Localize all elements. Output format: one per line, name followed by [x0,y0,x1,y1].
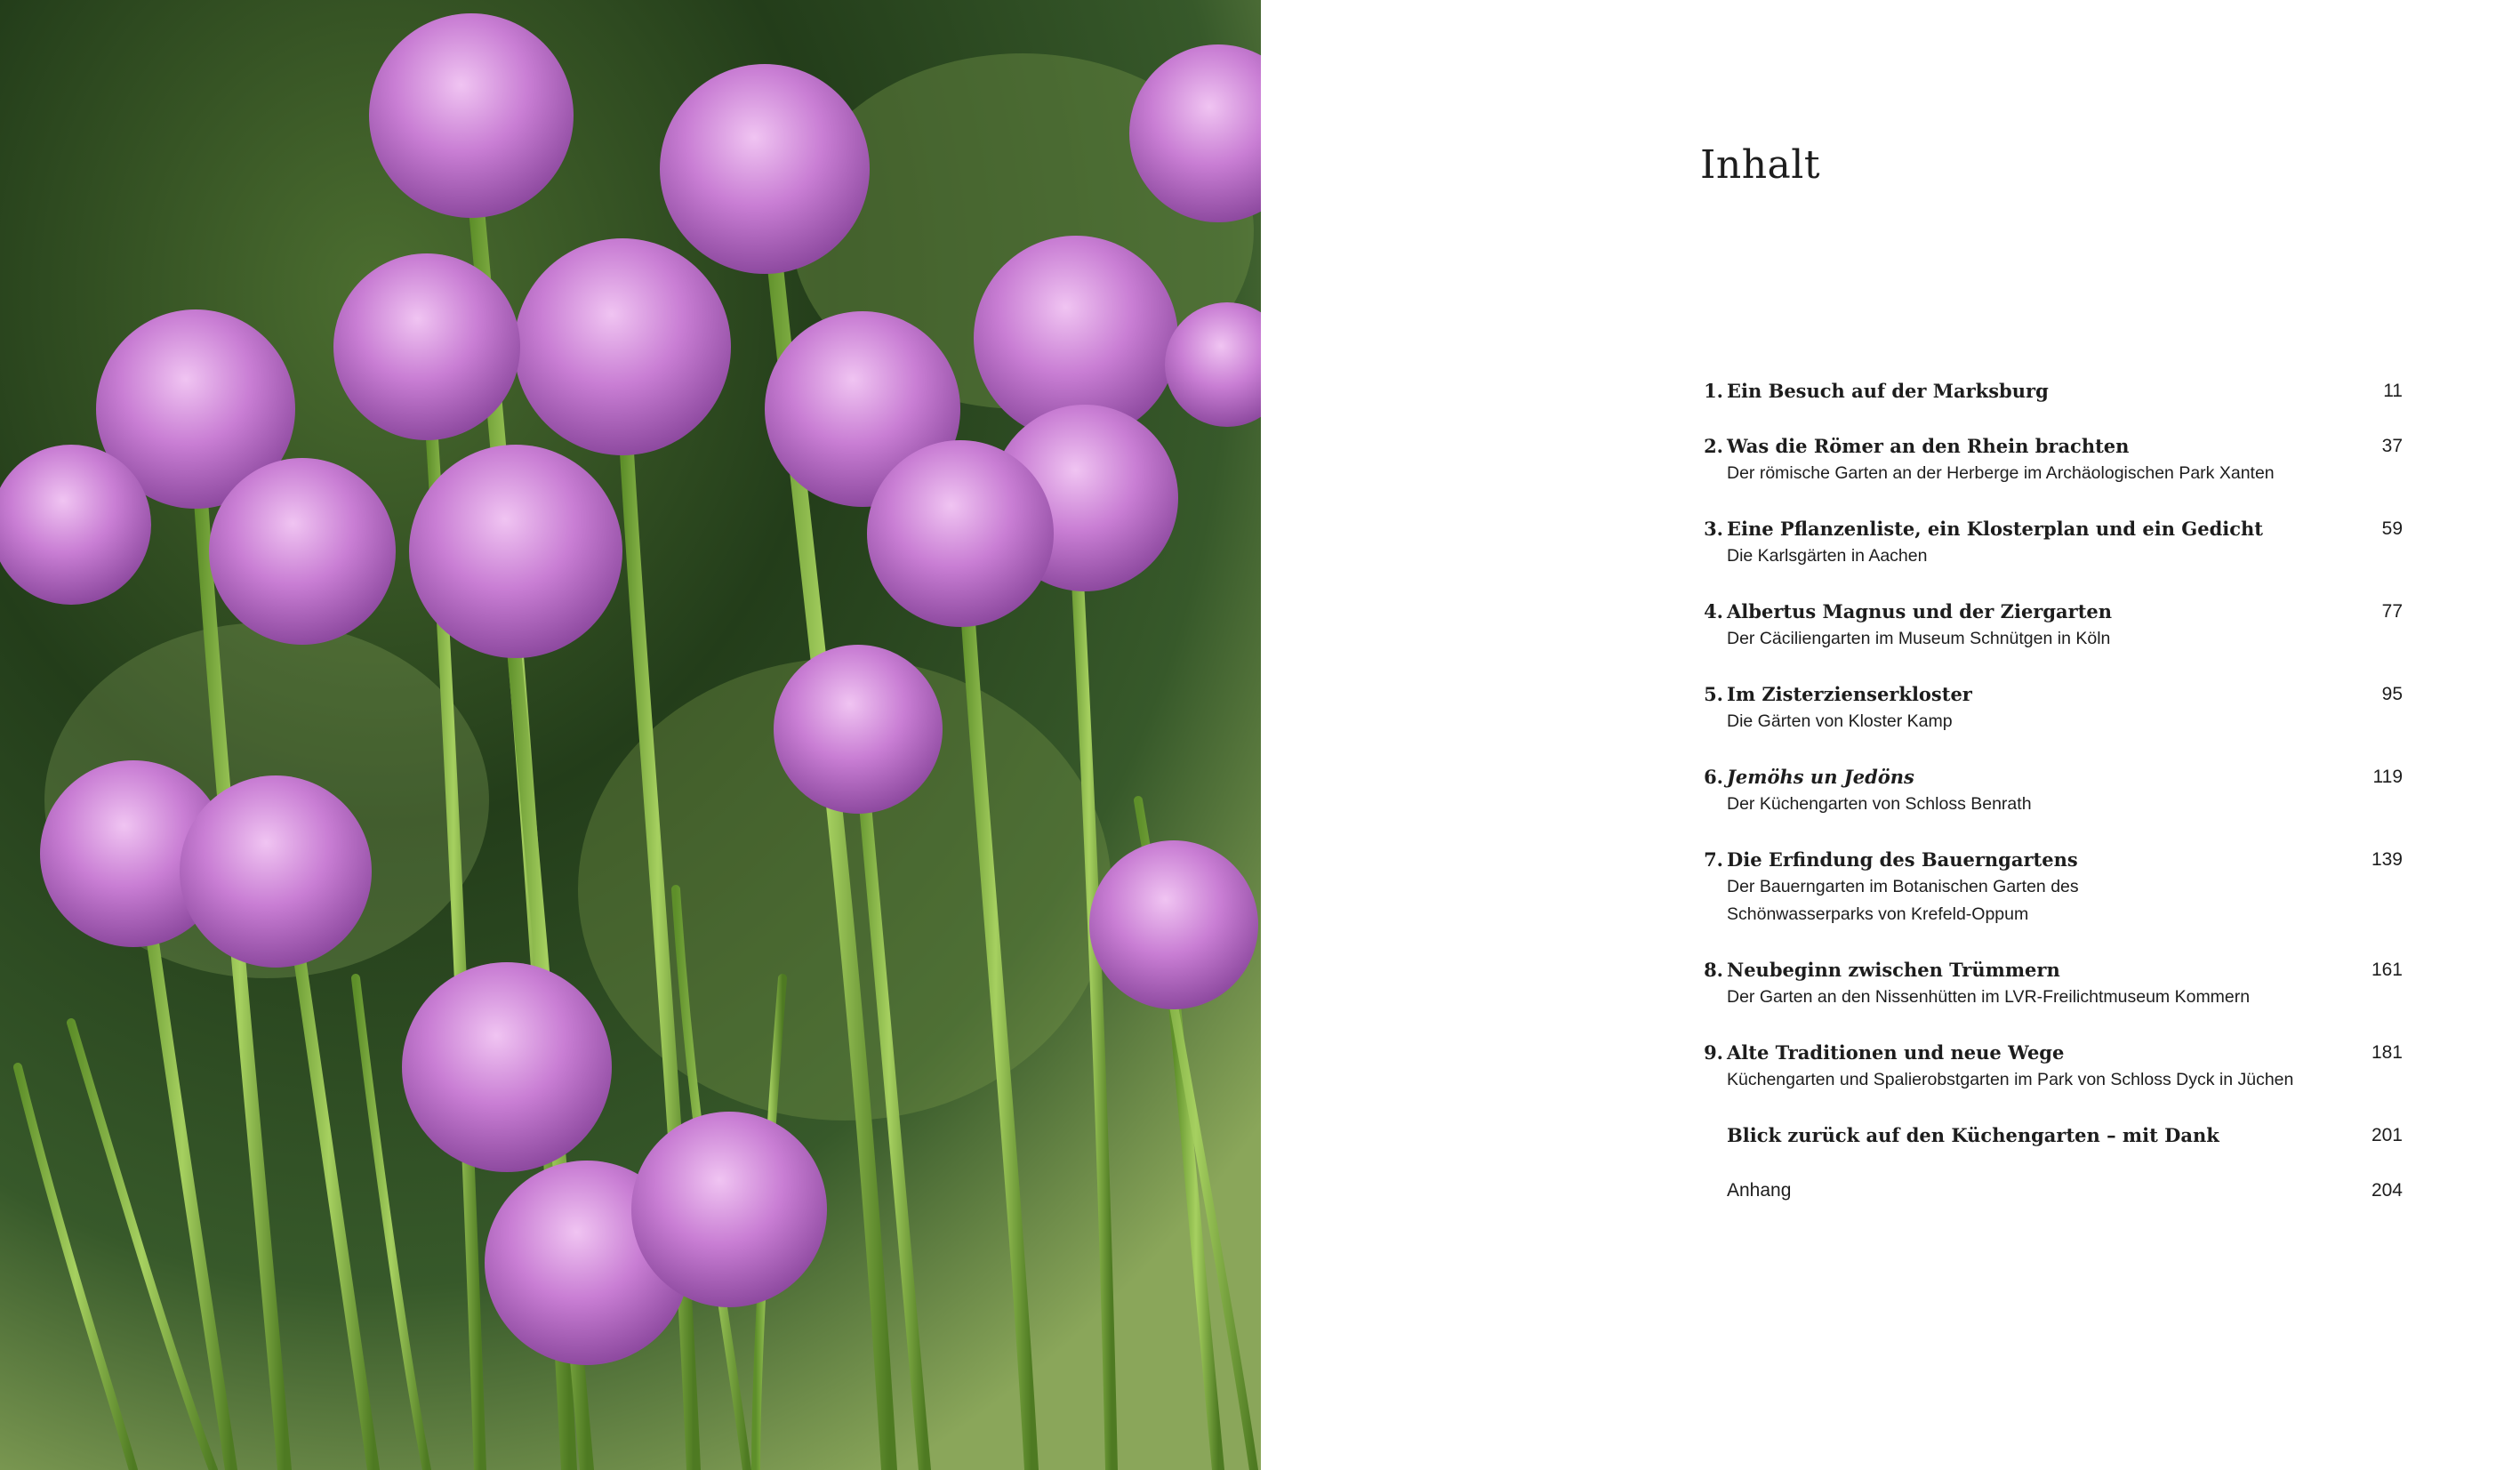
toc-entry-1[interactable] [1700,377,2403,405]
toc-entry-subtitle: Die Karlsgärten in Aachen [1727,546,1928,566]
toc-entry-4[interactable] [1700,598,2403,653]
toc-entry-5[interactable] [1700,680,2403,735]
toc-entry-heading: Alte Traditionen und neue Wege [1727,1041,2065,1064]
toc-entry-page: 95 [2381,684,2403,704]
toc-entry-heading: Die Erfindung des Bauerngartens [1727,848,2078,871]
toc-entry-page: 77 [2381,601,2403,622]
toc-entry-page: 59 [2381,518,2403,539]
toc-page [1261,0,2520,1470]
toc-entry-heading: Anhang [1727,1180,1792,1201]
toc-entry-number: 8. [1704,959,1723,981]
toc-entry-subtitle: Der Bauerngarten im Botanischen Garten des Schönwasserparks von Krefeld-Oppum [1727,877,2079,924]
toc-entry-page: 204 [2371,1180,2403,1201]
toc-entry-number: 3. [1704,518,1723,540]
toc-entry-subtitle: Die Gärten von Kloster Kamp [1727,711,1953,731]
toc-entry-number: 1. [1704,380,1723,402]
toc-title: Inhalt [1700,142,1821,188]
toc-entry-9[interactable] [1700,1039,2403,1094]
toc-entry-number: 2. [1704,435,1723,457]
toc-entry-page: 201 [2371,1125,2403,1145]
toc-entry-heading: Jemöhs un Jedöns [1727,766,1914,788]
toc-entry-heading: Blick zurück auf den Küchengarten – mit Dank [1727,1124,2219,1146]
toc-entry-number: 5. [1704,683,1723,705]
toc-entry-page: 139 [2371,849,2403,870]
toc-entry-subtitle: Der Küchengarten von Schloss Benrath [1727,794,2032,814]
toc-entry-number: 7. [1704,848,1723,871]
toc-entry-appendix[interactable] [1700,1177,2403,1204]
toc-entry-subtitle: Küchengarten und Spalierobstgarten im Park von Schloss Dyck in Jüchen [1727,1070,2294,1089]
toc-entry-subtitle: Der römische Garten an der Herberge im Archäologischen Park Xanten [1727,463,2275,483]
toc-entry-heading: Albertus Magnus und der Ziergarten [1727,600,2113,623]
toc-entry-heading: Eine Pflanzenliste, ein Klosterplan und ein Gedicht [1727,518,2263,540]
toc-entry-7[interactable] [1700,846,2403,928]
toc-entry-3[interactable] [1700,515,2403,570]
toc-entry-heading: Neubeginn zwischen Trümmern [1727,959,2060,981]
toc-entry-page: 181 [2371,1042,2403,1063]
toc-entry-number: 4. [1704,600,1723,623]
toc-entry-heading: Ein Besuch auf der Marksburg [1727,380,2049,402]
toc-entry-8[interactable] [1700,956,2403,1011]
toc-entry-2[interactable] [1700,432,2403,487]
toc-entry-subtitle: Der Garten an den Nissenhütten im LVR-Freilichtmuseum Kommern [1727,987,2251,1007]
toc-entry-acknowledgements[interactable] [1700,1121,2403,1149]
toc-entry-heading: Was die Römer an den Rhein brachten [1727,435,2130,457]
toc-list [1700,377,2403,1232]
toc-entry-subtitle: Der Cäciliengarten im Museum Schnütgen in Köln [1727,629,2111,648]
toc-entry-number: 9. [1704,1041,1723,1064]
toc-entry-number: 6. [1704,766,1723,788]
toc-entry-page: 161 [2371,960,2403,980]
toc-entry-page: 119 [2372,767,2403,787]
toc-entry-6[interactable] [1700,763,2403,818]
toc-entry-page: 37 [2381,436,2403,456]
toc-entry-page: 11 [2383,381,2403,401]
toc-entry-heading: Im Zisterzienserkloster [1727,683,1972,705]
